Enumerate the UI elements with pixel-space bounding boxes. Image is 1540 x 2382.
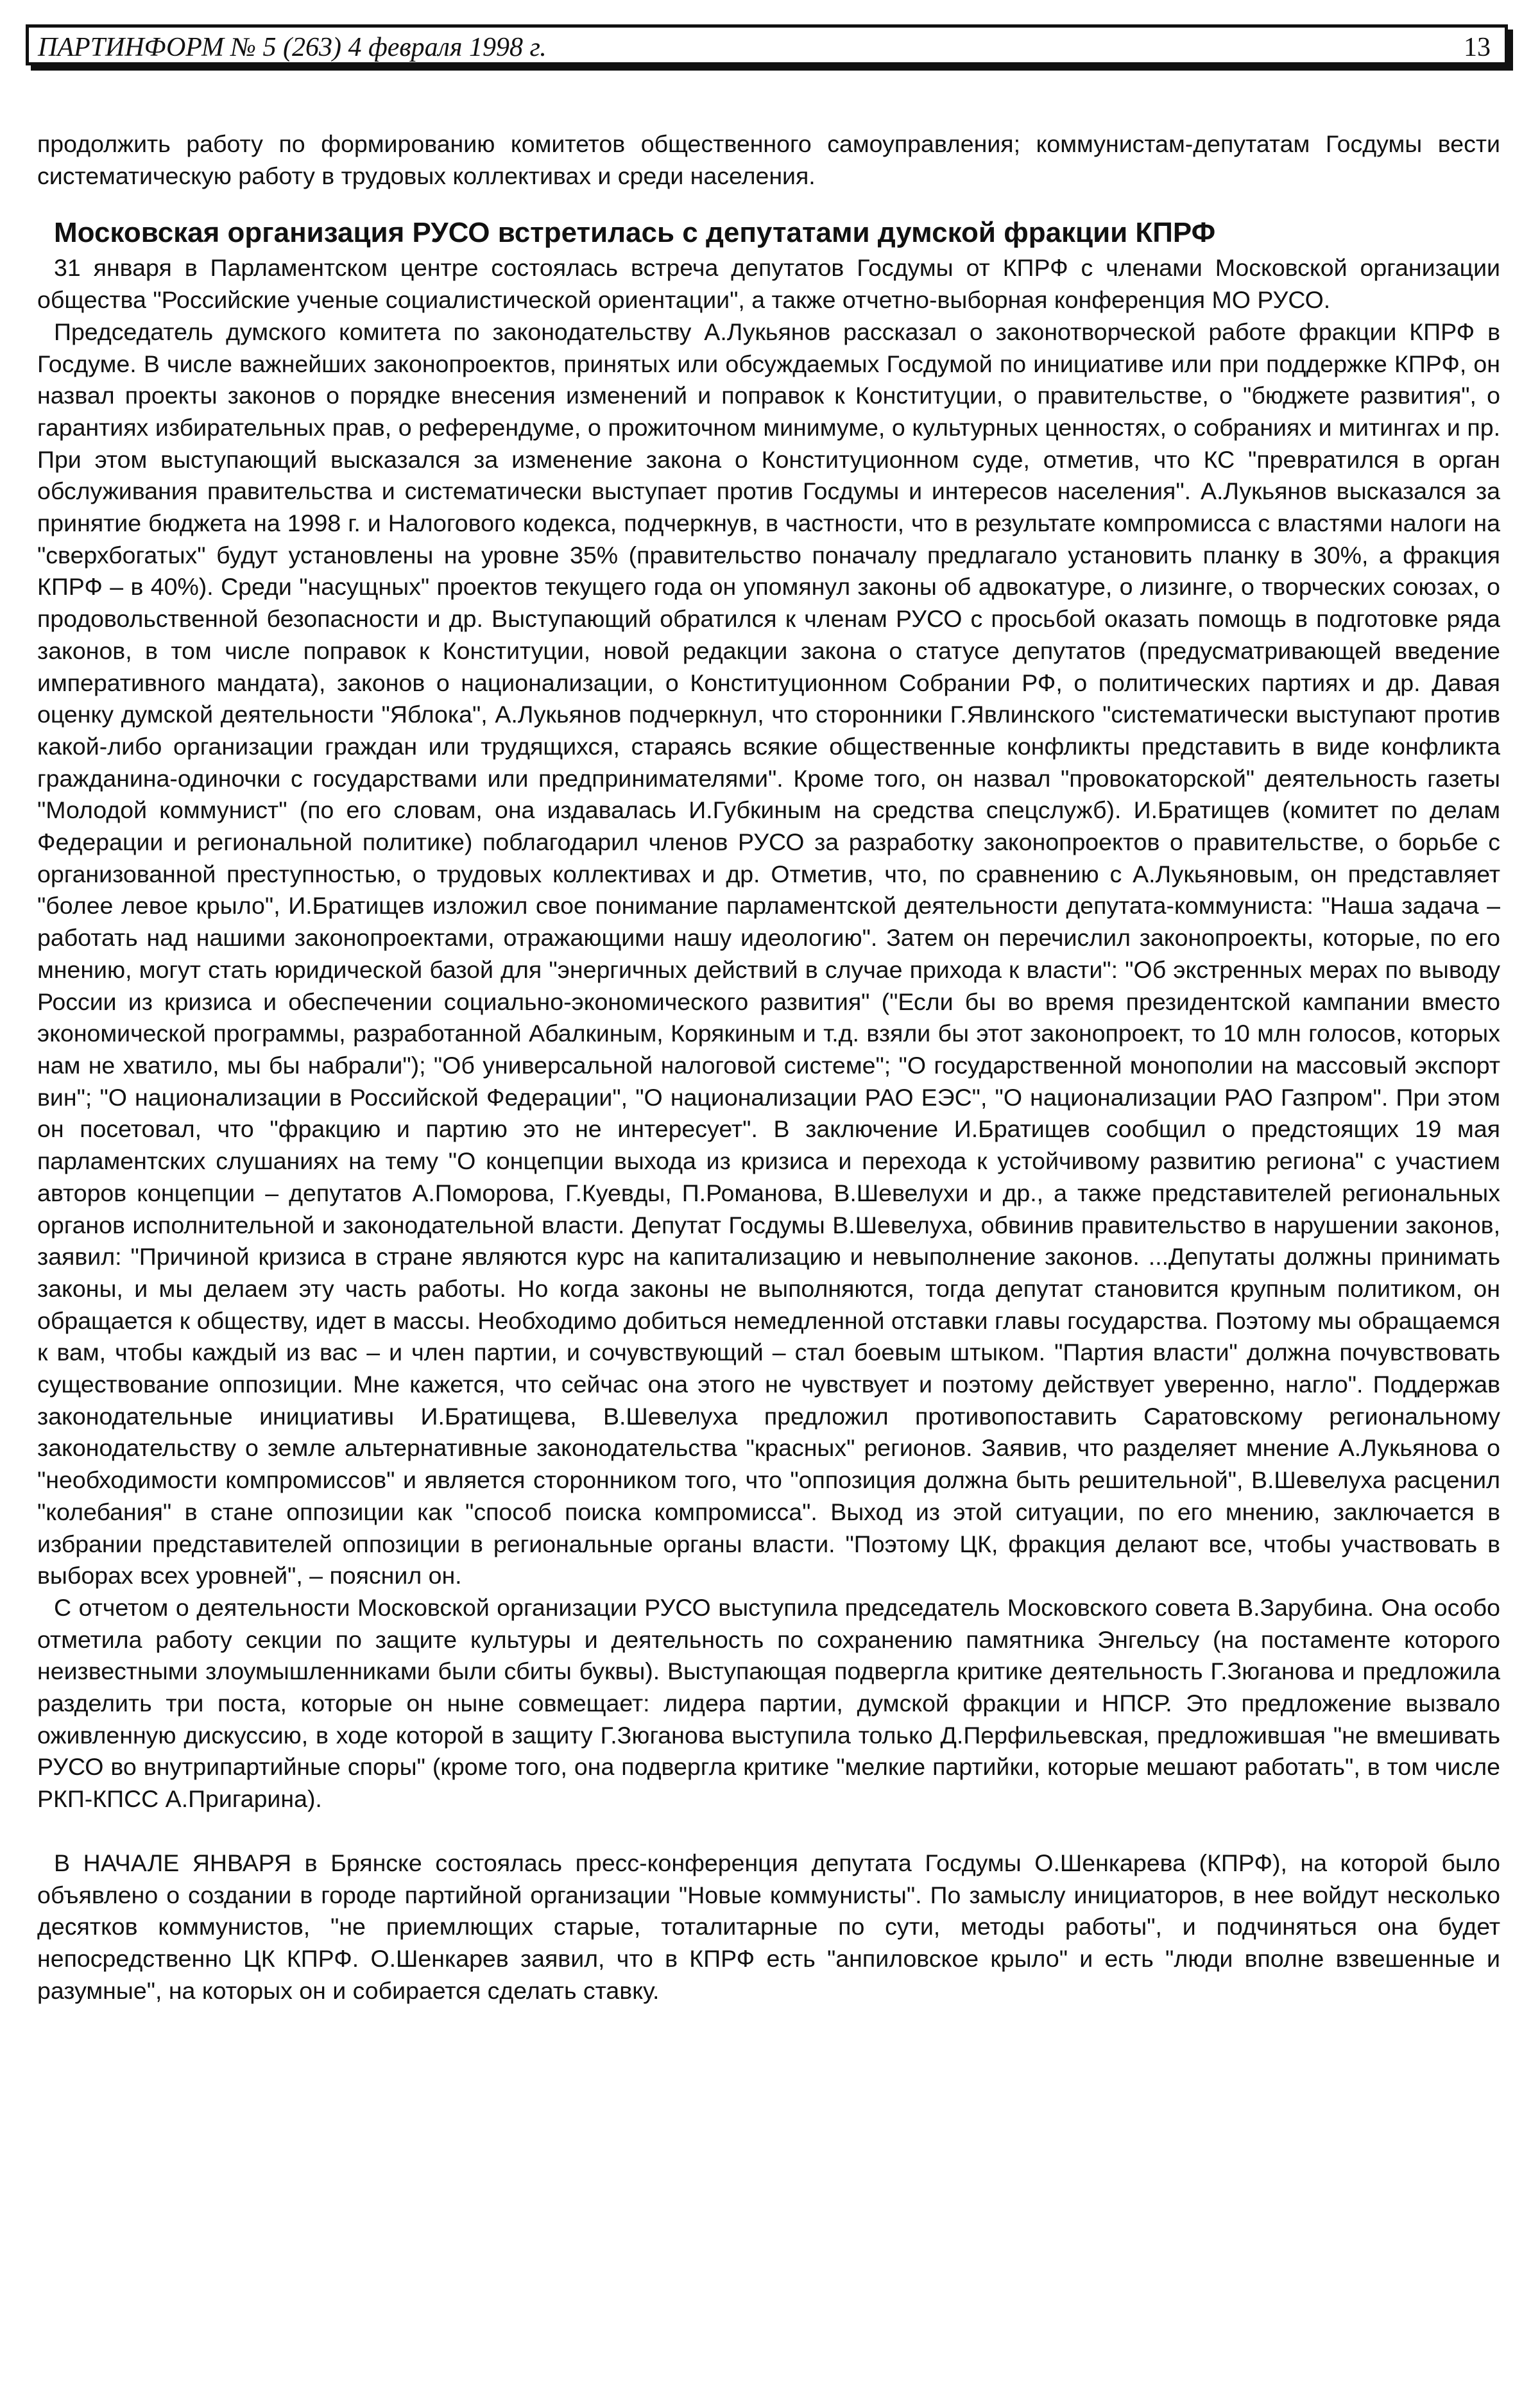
page-header xyxy=(26,24,1508,65)
publication-title: ПАРТИНФОРМ № 5 (263) 4 февраля 1998 г. xyxy=(38,33,547,62)
article-heading: Московская организация РУСО встретилась с депутатами думской фракции КПРФ xyxy=(54,217,1216,249)
header-shadow-bottom xyxy=(31,65,1513,71)
page-number: 13 xyxy=(1464,33,1491,62)
paragraph-bryansk: В НАЧАЛЕ ЯНВАРЯ в Брянске состоялась пресс-конференция депутата Госдумы О.Шенкарева (КПРФ), на которой было объявлено о создании в городе партийной организации "Новые коммунисты". По замыслу инициаторов, в нее войдут несколько десятков коммунистов, "не приемлющих старые, тоталитарные по сути, методы работы", и подчиняться она будет непосредственно ЦК КПРФ. О.Шенкарев заявил, что в КПРФ есть "анпиловское крыло" и есть "люди вполне взвешенные и разумные", на которых он и собирается сделать ставку. xyxy=(37,1849,1500,2004)
intro-paragraph: продолжить работу по формированию комитетов общественного самоуправления; коммунистам-депутатам Госдумы вести систематическую работу в трудовых коллективах и среди населения. xyxy=(37,130,1500,189)
article-body xyxy=(37,128,1500,2007)
paragraph-zarubina: С отчетом о деятельности Московской организации РУСО выступила председатель Московского совета В.Зарубина. Она особо отметила работу секции по защите культуры и деятельность по сохранению памятника Энгельсу (на постаменте которого неизвестными злоумышленниками были сбиты буквы). Выступающая подвергла критике деятельность Г.Зюганова и предложила разделить три поста, которые он ныне совмещает: лидера партии, думской фракции и НПСР. Это предложение вызвало оживленную дискуссию, в ходе которой в защиту Г.Зюганова выступила только Д.Перфильевская, предложившая "не вмешивать РУСО во внутрипартийные споры" (кроме того, она подвергла критике "мелкие партийки, которые мешают работать", в том числе РКП-КПСС А.Пригарина). xyxy=(37,1593,1500,1813)
paragraph-meeting: 31 января в Парламентском центре состоялась встреча депутатов Госдумы от КПРФ с членами Московской организации общества "Российские ученые социалистической ориентации", а также отчетно-выборная конференция МО РУСО. xyxy=(37,254,1500,314)
header-shadow-right xyxy=(1508,30,1513,71)
paragraph-lukyanov: Председатель думского комитета по законодательству А.Лукьянов рассказал о законотворческой работе фракции КПРФ в Госдуме. В числе важнейших законопроектов, принятых или обсуждаемых Госдумой по инициативе или при поддержке КПРФ, он назвал проекты законов о порядке внесения изменений и поправок к Конституции, о правительстве, о "бюджете развития", о гарантиях избирательных прав, о референдуме, о прожиточном минимуме, о культурных ценностях, о собраниях и митингах и пр. При этом выступающий высказался за изменение закона о Конституционном суде, отметив, что КС "превратился в орган обслуживания правительства и систематически выступает против Госдумы и интересов населения". А.Лукьянов высказался за принятие бюджета на 1998 г. и Налогового кодекса, подчеркнув, в частности, что в результате компромисса с властями налоги на "сверхбогатых" будут установлены на уровне 35% (правительство поначалу предлагало установить планку в 30%, а фракция КПРФ – в 40%). Среди "насущных" проектов текущего года он упомянул законы об адвокатуре, о лизинге, о творческих союзах, о продовольственной безопасности и др. Выступающий обратился к членам РУСО с просьбой оказать помощь в подготовке ряда законов, в том числе поправок к Конституции, новой редакции закона о статусе депутатов (предусматривающей введение императивного мандата), законов о национализации, о Конституционном Собрании РФ, о политических партиях и др. Давая оценку думской деятельности "Яблока", А.Лукьянов подчеркнул, что сторонники Г.Явлинского "систематически выступают против какой-либо организации граждан или трудящихся, стараясь всякие общественные конфликты представить в виде конфликта гражданина-одиночки с государствами или предпринимателями". Кроме того, он назвал "провокаторской" деятельность газеты "Молодой коммунист" (по его словам, она издавалась И.Губкиным на средства спецслужб). И.Братищев (комитет по делам Федерации и региональной политике) поблагодарил членов РУСО за разработку законопроектов о правительстве, о борьбе с организованной преступностью, о трудовых коллективах и др. Отметив, что, по сравнению с А.Лукьяновым, он представляет "более левое крыло", И.Братищев изложил свое понимание парламентской деятельности депутата-коммуниста: "Наша задача – работать над нашими законопроектами, отражающими нашу идеологию". Затем он перечислил законопроекты, которые, по его мнению, могут стать юридической базой для "энергичных действий в случае прихода к власти": "Об экстренных мерах по выводу России из кризиса и обеспечении социально-экономического развития" ("Если бы во время президентской кампании вместо экономической программы, разработанной Абалкиным, Корякиным и т.д. взяли бы этот законопроект, то 10 млн голосов, которых нам не хватило, мы бы набрали"); "Об универсальной налоговой системе"; "О государственной монополии на массовый экспорт вин"; "О национализации в Российской Федерации", "О национализации РАО ЕЭС", "О национализации РАО Газпром". При этом он посетовал, что "фракцию и партию это не интересует". В заключение И.Братищев сообщил о предстоящих 19 мая парламентских слушаниях на тему "О концепции выхода из кризиса и перехода к устойчивому развитию региона" с участием авторов концепции – депутатов А.Поморова, Г.Куевды, П.Романова, В.Шевелухи и др., а также представителей региональных органов исполнительной и законодательной власти. Депутат Госдумы В.Шевелуха, обвинив правительство в нарушении законов, заявил: "Причиной кризиса в стране являются курс на капитализацию и невыполнение законов. ...Депутаты должны принимать законы, и мы делаем эту часть работы. Но когда законы не выполняются, тогда депутат становится крупным политиком, он обращается к обществу, идет в массы. Необходимо добиться немедленной отставки главы государства. Поэтому мы обращаемся к вам, чтобы каждый из вас – и член партии, и сочувствующий – стал боевым штыком. "Партия власти" должна почувствовать существование оппозиции. Мне кажется, что сейчас она этого не чувствует и поэтому действует уверенно, нагло". Поддержав законодательные инициативы И.Братищева, В.Шевелуха предложил противопоставить Саратовскому региональному законодательству о земле альтернативные законодательства "красных" регионов. Заявив, что разделяет мнение А.Лукьянова о "необходимости компромиссов" и является сторонником того, что "оппозиция должна быть решительной", В.Шевелуха расценил "колебания" в стане оппозиции как "способ поиска компромисса". Выход из этой ситуации, по его мнению, заключается в избрании представителей оппозиции в региональные органы власти. "Поэтому ЦК, фракция делают все, чтобы участвовать в выборах всех уровней", – пояснил он. xyxy=(37,318,1500,1589)
section-gap xyxy=(37,1815,1500,1847)
